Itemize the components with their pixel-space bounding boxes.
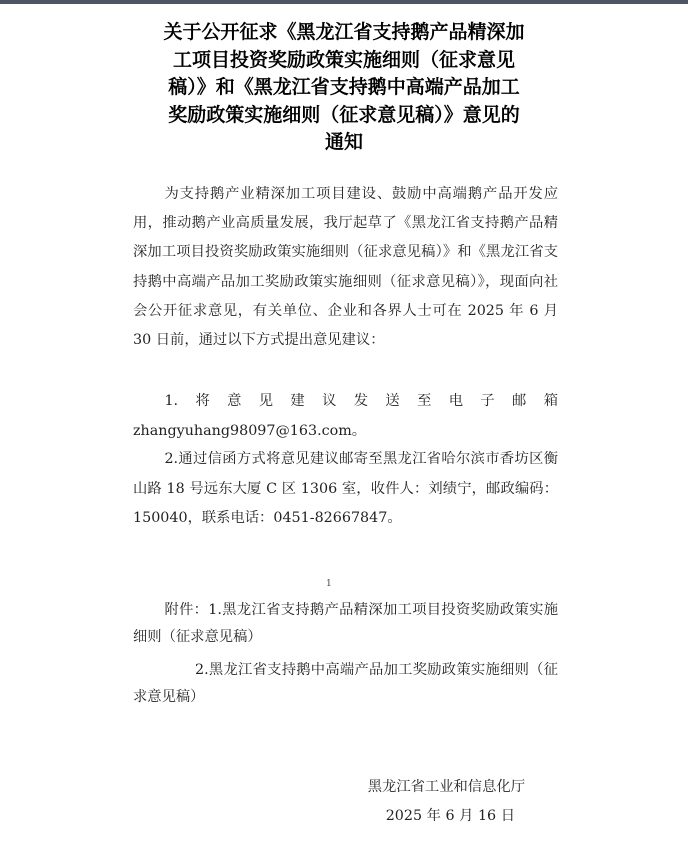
attachment-2-number: 2. <box>195 662 209 678</box>
intro-paragraph: 为支持鹅产业精深加工项目建设、鼓励中高端鹅产品开发应用，推动鹅产业高质量发展，我厅起草了《黑龙江省支持鹅产品精深加工项目投资奖励政策实施细则（征求意见稿）》和《黑龙江省支持鹅中高端产品加工奖励政策实施细则（征求意见稿）》，现面向社会公开征求意见，有关单位、企业和各界人士可在 2025 年 6 月 30 日前，通过以下方式提出意见建议： <box>133 186 559 349</box>
title-line: 通知 <box>324 131 363 153</box>
title-line: 奖励政策实施细则（征求意见稿）》意见的 <box>168 103 520 126</box>
title-line: 工项目投资奖励政策实施细则（征求意见 <box>172 48 515 71</box>
document-page <box>0 4 688 847</box>
title-line: 关于公开征求《黑龙江省支持鹅产品精深加 <box>163 21 525 43</box>
email-submission-item: 1.将意见建议发送至电子邮箱 zhangyuhang98097@163.com。 <box>133 393 558 439</box>
attachment-2-text: 黑龙江省支持鹅中高端产品加工奖励政策实施细则（征求意见稿） <box>133 662 558 705</box>
page-number: 1 <box>326 579 332 589</box>
signature-organization: 黑龙江省工业和信息化厅 <box>367 779 525 795</box>
document-title <box>129 19 559 157</box>
title-line: 稿）》和《黑龙江省支持鹅中高端产品加工 <box>168 76 520 98</box>
attachment-item-2 <box>133 657 558 711</box>
mail-submission-item: 2.通过信函方式将意见建议邮寄至黑龙江省哈尔滨市香坊区衡山路 18 号远东大厦 C 区 1306 室，收件人：刘绩宁，邮政编码：150040，联系电话：0451-82667847。 <box>133 451 558 526</box>
attachment-item-1: 附件：1.黑龙江省支持鹅产品精深加工项目投资奖励政策实施细则（征求意见稿） <box>133 602 558 645</box>
signature-date: 2025 年 6 月 16 日 <box>385 808 515 824</box>
